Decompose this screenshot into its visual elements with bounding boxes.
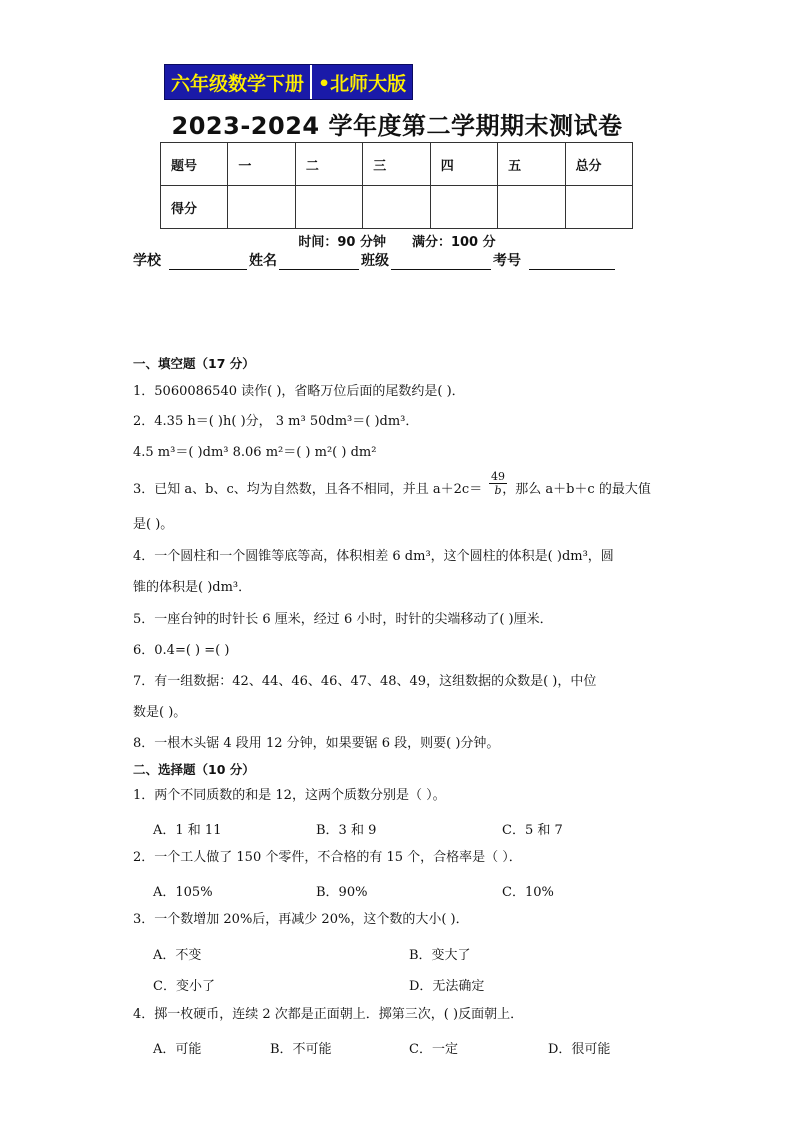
name-label: 姓名 bbox=[249, 253, 277, 269]
question-1-3-text-end: ，那么 a＋b＋c 的最大值 bbox=[502, 482, 651, 497]
option-2-2-b: B．90% bbox=[316, 885, 368, 900]
option-2-3-a: A．不变 bbox=[153, 948, 202, 963]
question-1-1: 1．5060086540 读作( )，省略万位后面的尾数约是( )． bbox=[133, 384, 465, 399]
option-2-4-d: D．很可能 bbox=[548, 1042, 611, 1057]
option-2-4-a: A．可能 bbox=[153, 1042, 202, 1057]
score-cell bbox=[565, 186, 632, 229]
fraction-denominator: b bbox=[494, 484, 502, 497]
name-blank bbox=[279, 255, 359, 270]
option-2-4-c: C．一定 bbox=[409, 1042, 458, 1057]
question-1-8: 8．一根木头锯 4 段用 12 分钟，如果要锯 6 段，则要( )分钟。 bbox=[133, 736, 500, 751]
question-1-7b: 数是( )。 bbox=[133, 705, 187, 720]
table-cell: 二 bbox=[295, 143, 362, 186]
id-label: 考号 bbox=[493, 253, 521, 269]
option-2-2-a: A．105% bbox=[153, 885, 213, 900]
question-1-3-text: 3．已知 a、b、c、均为自然数，且各不相同，并且 a＋2c＝ bbox=[133, 482, 483, 497]
question-1-3a bbox=[133, 482, 651, 498]
option-2-4-b: B．不可能 bbox=[270, 1042, 332, 1057]
fraction-49-over-b bbox=[489, 470, 507, 497]
grade-label: 六年级数学下册 bbox=[171, 72, 305, 95]
question-2-2: 2．一个工人做了 150 个零件，不合格的有 15 个，合格率是（ ）． bbox=[133, 850, 522, 865]
school-label: 学校 bbox=[133, 253, 161, 269]
option-2-2-c: C．10% bbox=[502, 885, 554, 900]
edition-badge bbox=[164, 64, 413, 100]
score-cell bbox=[430, 186, 497, 229]
question-1-4a: 4．一个圆柱和一个圆锥等底等高，体积相差 6 dm³，这个圆柱的体积是( )dm³，圆 bbox=[133, 549, 614, 564]
section2-heading: 二、选择题（10 分） bbox=[133, 762, 255, 777]
school-blank bbox=[169, 255, 247, 270]
publisher-label: •北师大版 bbox=[318, 72, 407, 95]
score-table-header-row bbox=[161, 143, 633, 186]
full-score: 满分：100 分 bbox=[411, 235, 496, 250]
table-cell: 题号 bbox=[161, 143, 228, 186]
question-1-3b: 是( )。 bbox=[133, 517, 174, 532]
score-cell bbox=[498, 186, 565, 229]
fraction-numerator: 49 bbox=[491, 470, 505, 483]
student-info-line bbox=[133, 250, 617, 270]
option-2-3-b: B．变大了 bbox=[409, 948, 471, 963]
question-1-2a: 2．4.35 h＝( )h( )分， 3 m³ 50dm³＝( )dm³． bbox=[133, 414, 419, 429]
table-cell: 四 bbox=[430, 143, 497, 186]
question-2-3: 3．一个数增加 20%后，再减少 20%，这个数的大小( )． bbox=[133, 912, 469, 927]
option-2-1-b: B．3 和 9 bbox=[316, 823, 377, 838]
table-cell: 三 bbox=[363, 143, 430, 186]
score-cell bbox=[295, 186, 362, 229]
score-cell bbox=[363, 186, 430, 229]
class-blank bbox=[391, 255, 491, 270]
option-2-1-a: A．1 和 11 bbox=[153, 823, 222, 838]
section1-heading: 一、填空题（17 分） bbox=[133, 356, 255, 371]
table-cell: 一 bbox=[228, 143, 295, 186]
question-1-2b: 4.5 m³＝( )dm³ 8.06 m²＝( ) m²( ) dm² bbox=[133, 445, 377, 460]
question-2-4: 4．掷一枚硬币，连续 2 次都是正面朝上．掷第三次，( )反面朝上． bbox=[133, 1007, 524, 1022]
table-cell: 得分 bbox=[161, 186, 228, 229]
table-cell: 总分 bbox=[565, 143, 632, 186]
question-1-7a: 7．有一组数据：42、44、46、46、47、48、49，这组数据的众数是( )，中位 bbox=[133, 674, 597, 689]
table-cell: 五 bbox=[498, 143, 565, 186]
score-table bbox=[160, 142, 633, 229]
question-1-4b: 锥的体积是( )dm³． bbox=[133, 580, 252, 595]
question-1-5: 5．一座台钟的时针长 6 厘米，经过 6 小时，时针的尖端移动了( )厘米． bbox=[133, 612, 553, 627]
id-blank bbox=[529, 255, 615, 270]
score-table-score-row bbox=[161, 186, 633, 229]
class-label: 班级 bbox=[361, 253, 389, 269]
option-2-3-d: D．无法确定 bbox=[409, 979, 485, 994]
question-1-6: 6．0.4=( ) =( ) bbox=[133, 643, 230, 658]
time-limit: 时间：90 分钟 bbox=[298, 235, 386, 250]
question-2-1: 1．两个不同质数的和是 12，这两个质数分别是（ ）。 bbox=[133, 788, 446, 803]
option-2-3-c: C．变小了 bbox=[153, 979, 215, 994]
option-2-1-c: C．5 和 7 bbox=[502, 823, 563, 838]
exam-title: 2023-2024 学年度第二学期期末测试卷 bbox=[171, 112, 623, 140]
time-score-line bbox=[0, 231, 794, 250]
score-cell bbox=[228, 186, 295, 229]
